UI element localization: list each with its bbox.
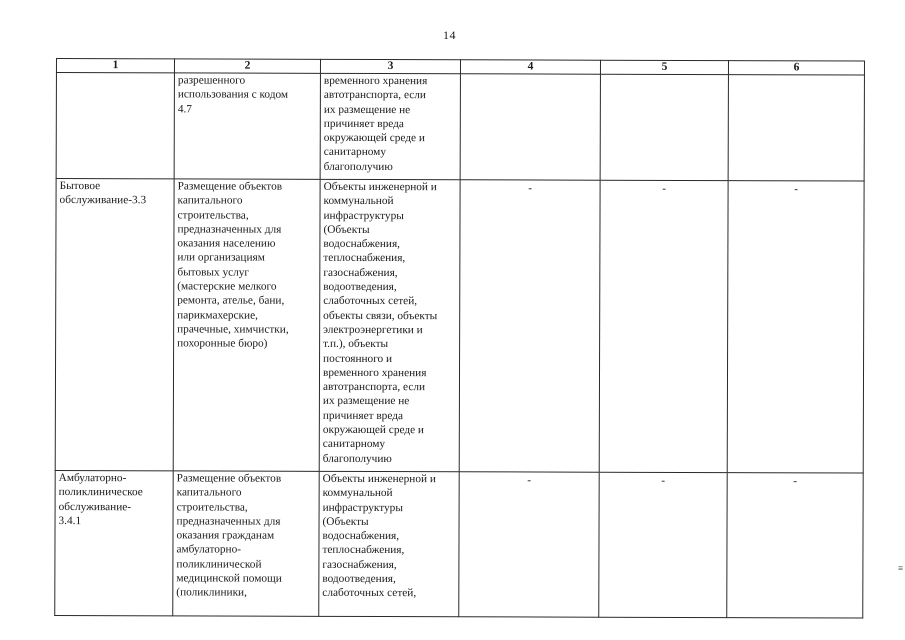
zoning-table [54,58,865,619]
page-number: 14 [443,28,456,42]
value-cell-5: - [599,180,728,472]
use-description-cell: Размещение объектов капитального строительства, предназначенных для оказания гражданам амбулаторно- поликлинической медицинской помощи (поликлиники, [173,471,319,616]
column-header-2: 2 [174,59,320,73]
value-cell-4 [460,74,600,180]
auxiliary-objects-cell: Объекты инженерной и коммунальной инфраструктуры (Объекты водоснабжения, теплоснабжения, газоснабжения, водоотведения, слаботочных сетей, [319,471,459,616]
column-header-1: 1 [56,59,174,73]
value-cell-5: - [599,472,727,617]
table-row [56,73,864,182]
value-cell-4: - [459,180,600,472]
value-cell-6: - [727,473,863,618]
value-cell-4: - [459,472,599,617]
auxiliary-objects-cell: Объекты инженерной и коммунальной инфраструктуры (Объекты водоснабжения, теплоснабжения, газоснабжения, водоотведения, слаботочных сетей, объекты связи, объекты электроэнергетики и т.п.), объекты постоянного и временного хранения автотранспорта, если их размещение не причиняет вреда окружающей среде и санитарному благополучию [319,179,460,471]
margin-mark: ≡ [898,563,904,573]
use-type-cell [56,73,174,179]
auxiliary-objects-cell: временного хранения автотранспорта, если их размещение не причиняет вреда окружающей среде и санитарному благополучию [320,73,460,179]
use-type-cell: Бытовое обслуживание-3.3 [55,179,174,471]
value-cell-6 [728,75,864,181]
value-cell-5 [600,74,728,180]
column-header-3: 3 [320,59,460,73]
use-type-cell: Амбулаторно- поликлиническое обслуживание- 3.4.1 [55,470,173,615]
use-description-cell: Размещение объектов капитального строительства, предназначенных для оказания населению или организациям бытовых услуг (мастерские мелкого ремонта, ателье, бани, парикмахерские, прачечные, химчистки, похоронные бюро) [173,179,320,471]
column-header-4: 4 [460,60,600,74]
table-row [55,470,863,618]
table-row [55,179,864,474]
column-header-6: 6 [728,61,864,75]
use-description-cell: разрешенного использования с кодом 4.7 [174,73,320,179]
column-header-5: 5 [600,60,728,74]
value-cell-6: - [727,181,864,473]
